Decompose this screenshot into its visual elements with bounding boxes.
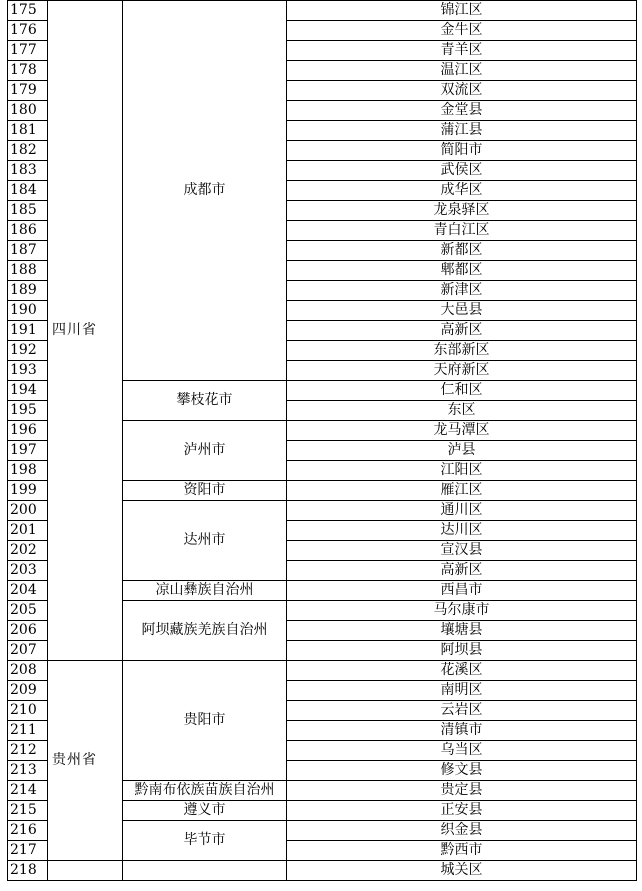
district-cell: 城关区 — [287, 861, 637, 881]
city-cell: 毕节市 — [123, 821, 287, 861]
district-cell: 黔西市 — [287, 841, 637, 861]
district-cell: 壤塘县 — [287, 621, 637, 641]
district-cell: 阿坝县 — [287, 641, 637, 661]
row-number: 191 — [8, 321, 48, 341]
row-number: 202 — [8, 541, 48, 561]
district-cell: 高新区 — [287, 321, 637, 341]
row-number: 213 — [8, 761, 48, 781]
row-number: 186 — [8, 221, 48, 241]
row-number: 217 — [8, 841, 48, 861]
district-cell: 通川区 — [287, 501, 637, 521]
city-cell: 贵阳市 — [123, 661, 287, 781]
province-cell — [48, 861, 123, 881]
district-cell: 新津区 — [287, 281, 637, 301]
district-cell: 泸县 — [287, 441, 637, 461]
row-number: 203 — [8, 561, 48, 581]
row-number: 179 — [8, 81, 48, 101]
district-cell: 温江区 — [287, 61, 637, 81]
province-cell: 贵州省 — [48, 661, 123, 861]
table-row — [8, 661, 637, 681]
district-cell: 宣汉县 — [287, 541, 637, 561]
district-cell: 清镇市 — [287, 721, 637, 741]
row-number: 177 — [8, 41, 48, 61]
table-body — [8, 1, 637, 881]
city-cell: 阿坝藏族羌族自治州 — [123, 601, 287, 661]
row-number: 182 — [8, 141, 48, 161]
row-number: 183 — [8, 161, 48, 181]
district-cell: 修文县 — [287, 761, 637, 781]
row-number: 205 — [8, 601, 48, 621]
row-number: 195 — [8, 401, 48, 421]
city-cell — [123, 861, 287, 881]
row-number: 212 — [8, 741, 48, 761]
district-cell: 锦江区 — [287, 1, 637, 21]
row-number: 189 — [8, 281, 48, 301]
district-cell: 武侯区 — [287, 161, 637, 181]
row-number: 181 — [8, 121, 48, 141]
district-cell: 云岩区 — [287, 701, 637, 721]
district-cell: 织金县 — [287, 821, 637, 841]
row-number: 194 — [8, 381, 48, 401]
district-cell: 青羊区 — [287, 41, 637, 61]
district-cell: 东区 — [287, 401, 637, 421]
city-cell: 资阳市 — [123, 481, 287, 501]
row-number: 199 — [8, 481, 48, 501]
row-number: 200 — [8, 501, 48, 521]
row-number: 180 — [8, 101, 48, 121]
district-cell: 成华区 — [287, 181, 637, 201]
district-cell: 简阳市 — [287, 141, 637, 161]
district-cell: 青白江区 — [287, 221, 637, 241]
district-cell: 贵定县 — [287, 781, 637, 801]
city-cell: 达州市 — [123, 501, 287, 581]
district-cell: 高新区 — [287, 561, 637, 581]
district-cell: 江阳区 — [287, 461, 637, 481]
district-cell: 龙马潭区 — [287, 421, 637, 441]
city-cell: 成都市 — [123, 1, 287, 381]
row-number: 211 — [8, 721, 48, 741]
row-number: 214 — [8, 781, 48, 801]
district-table — [7, 0, 637, 881]
table-row — [8, 861, 637, 881]
row-number: 209 — [8, 681, 48, 701]
district-cell: 大邑县 — [287, 301, 637, 321]
district-cell: 达川区 — [287, 521, 637, 541]
province-cell: 四川省 — [48, 1, 123, 661]
district-cell: 南明区 — [287, 681, 637, 701]
district-cell: 天府新区 — [287, 361, 637, 381]
table-row — [8, 1, 637, 21]
district-cell: 西昌市 — [287, 581, 637, 601]
city-cell: 遵义市 — [123, 801, 287, 821]
district-cell: 正安县 — [287, 801, 637, 821]
row-number: 188 — [8, 261, 48, 281]
row-number: 190 — [8, 301, 48, 321]
city-cell: 攀枝花市 — [123, 381, 287, 421]
row-number: 216 — [8, 821, 48, 841]
district-cell: 雁江区 — [287, 481, 637, 501]
district-cell: 郫都区 — [287, 261, 637, 281]
row-number: 193 — [8, 361, 48, 381]
row-number: 198 — [8, 461, 48, 481]
row-number: 208 — [8, 661, 48, 681]
district-cell: 花溪区 — [287, 661, 637, 681]
row-number: 185 — [8, 201, 48, 221]
district-cell: 双流区 — [287, 81, 637, 101]
row-number: 187 — [8, 241, 48, 261]
row-number: 218 — [8, 861, 48, 881]
city-cell: 泸州市 — [123, 421, 287, 481]
row-number: 175 — [8, 1, 48, 21]
district-cell: 仁和区 — [287, 381, 637, 401]
row-number: 184 — [8, 181, 48, 201]
row-number: 210 — [8, 701, 48, 721]
district-cell: 东部新区 — [287, 341, 637, 361]
row-number: 192 — [8, 341, 48, 361]
district-cell: 金牛区 — [287, 21, 637, 41]
row-number: 176 — [8, 21, 48, 41]
row-number: 196 — [8, 421, 48, 441]
row-number: 215 — [8, 801, 48, 821]
row-number: 201 — [8, 521, 48, 541]
district-cell: 乌当区 — [287, 741, 637, 761]
district-cell: 马尔康市 — [287, 601, 637, 621]
row-number: 207 — [8, 641, 48, 661]
city-cell: 凉山彝族自治州 — [123, 581, 287, 601]
row-number: 206 — [8, 621, 48, 641]
row-number: 204 — [8, 581, 48, 601]
district-cell: 龙泉驿区 — [287, 201, 637, 221]
district-cell: 新都区 — [287, 241, 637, 261]
district-cell: 蒲江县 — [287, 121, 637, 141]
row-number: 197 — [8, 441, 48, 461]
district-cell: 金堂县 — [287, 101, 637, 121]
city-cell: 黔南布依族苗族自治州 — [123, 781, 287, 801]
row-number: 178 — [8, 61, 48, 81]
